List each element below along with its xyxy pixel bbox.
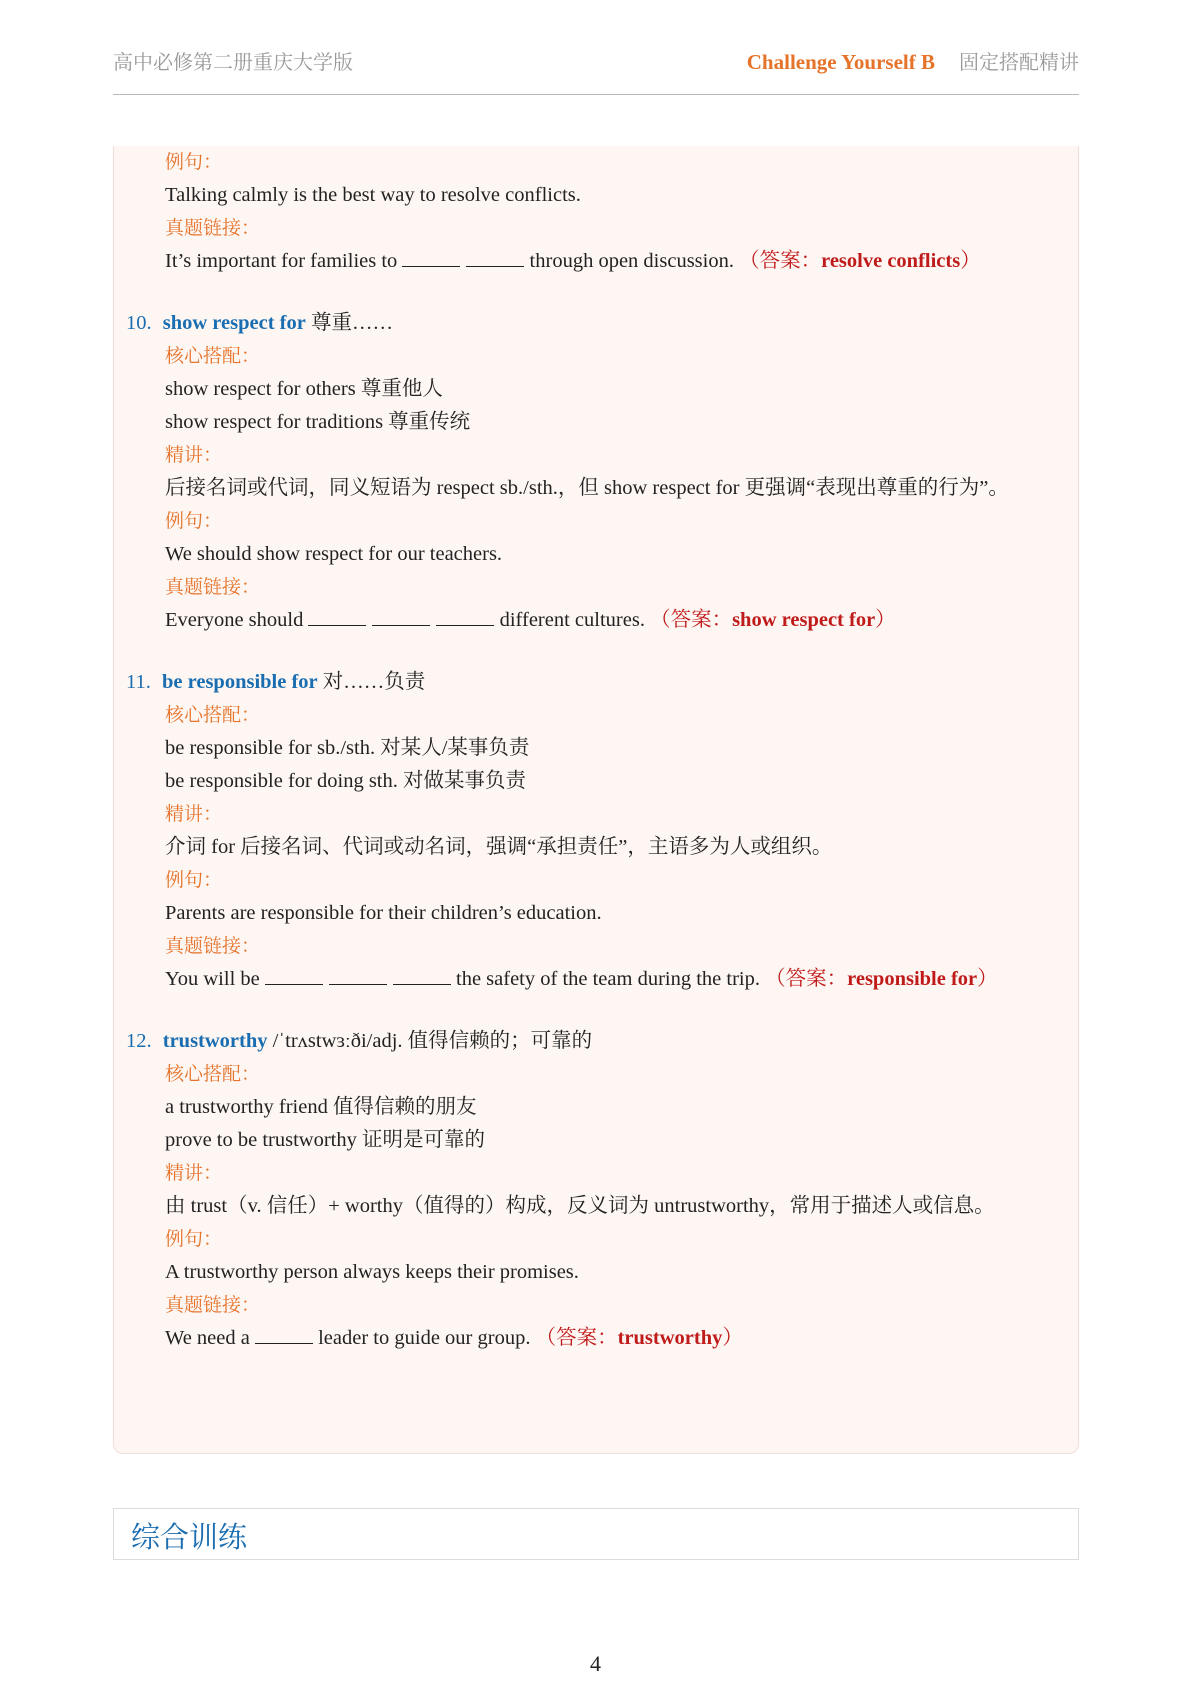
answer-blank [308,607,366,626]
example-label: 例句： [165,869,223,891]
entry-number: 11. [126,671,151,693]
unit-name: Challenge Yourself B [746,50,935,74]
core-item: prove to be trustworthy 证明是可靠的 [165,1129,485,1151]
exam-sentence: We need a leader to guide our group. （答案：trustworthy） [165,1327,743,1349]
explain-text: 由 trust（v. 信任）+ worthy（值得的）构成，反义词为 untrustworthy，常用于描述人或信息。 [165,1195,995,1217]
explain-label: 精讲： [165,444,223,466]
example-sentence: We should show respect for our teachers. [165,543,503,565]
exam-label: 真题链接： [165,576,261,598]
exam-sentence: Everyone should different cultures. （答案：show respect for） [165,609,896,631]
answer-blank [436,607,494,626]
explain-text: 后接名词或代词，同义短语为 respect sb./sth.，但 show respect for 更强调“表现出尊重的行为”。 [165,477,1009,499]
entry-headword: show respect for [162,312,306,334]
core-label: 核心搭配： [165,704,261,726]
entry-number: 12. [126,1030,152,1052]
book-title: 高中必修第二册重庆大学版 [113,50,353,74]
answer-blank [393,966,451,985]
exam-label: 真题链接： [165,935,261,957]
answer-blank [329,966,387,985]
answer-blank [255,1325,313,1344]
chapter-title [747,46,1079,75]
page-header [113,46,1079,95]
exam-label: 真题链接： [165,217,261,239]
exam-sentence: You will be the safety of the team during the trip. （答案：responsible for） [165,968,998,990]
answer-blank [372,607,430,626]
answer-blank [265,966,323,985]
explain-text: 介词 for 后接名词、代词或动名词，强调“承担责任”，主语多为人或组织。 [165,836,833,858]
vocab-panel [113,146,1079,1454]
example-sentence: A trustworthy person always keeps their promises. [165,1261,579,1283]
section-name: 固定搭配精讲 [959,50,1079,74]
core-label: 核心搭配： [165,345,261,367]
entry-meaning: 对……负责 [322,671,426,693]
example-label: 例句： [165,510,223,532]
exam-label: 真题链接： [165,1294,261,1316]
answer-blank [466,248,524,267]
example-sentence: Parents are responsible for their children’s education. [165,902,602,924]
entry-heading [126,668,425,696]
example-label: 例句： [165,151,223,173]
section-title: 综合训练 [131,1520,248,1554]
core-item: a trustworthy friend 值得信赖的朋友 [165,1096,477,1118]
explain-label: 精讲： [165,803,223,825]
core-item: be responsible for doing sth. 对做某事负责 [165,770,526,792]
core-item: show respect for others 尊重他人 [165,378,443,400]
answer-key: （答案：responsible for） [765,968,998,990]
section-header [113,1508,1079,1560]
entry-headword: trustworthy [162,1030,268,1052]
page-number: 4 [590,1651,601,1676]
answer-key: （答案：trustworthy） [535,1327,743,1349]
exam-sentence: It’s important for families to through open discussion. （答案：resolve conflicts） [165,250,981,272]
entry-heading [126,309,393,337]
entry-meaning: /ˈtrʌstwɜːði/adj. 值得信赖的；可靠的 [272,1030,593,1052]
entry-heading [126,1027,592,1055]
example-label: 例句： [165,1228,223,1250]
answer-key: （答案：show respect for） [650,609,896,631]
explain-label: 精讲： [165,1162,223,1184]
example-sentence: Talking calmly is the best way to resolve conflicts. [165,184,581,206]
entry-headword: be responsible for [162,671,318,693]
core-item: show respect for traditions 尊重传统 [165,411,471,433]
entry-meaning: 尊重…… [310,312,393,334]
entry-number: 10. [126,312,152,334]
core-label: 核心搭配： [165,1063,261,1085]
core-item: be responsible for sb./sth. 对某人/某事负责 [165,737,530,759]
answer-blank [402,248,460,267]
answer-key: （答案：resolve conflicts） [739,250,981,272]
